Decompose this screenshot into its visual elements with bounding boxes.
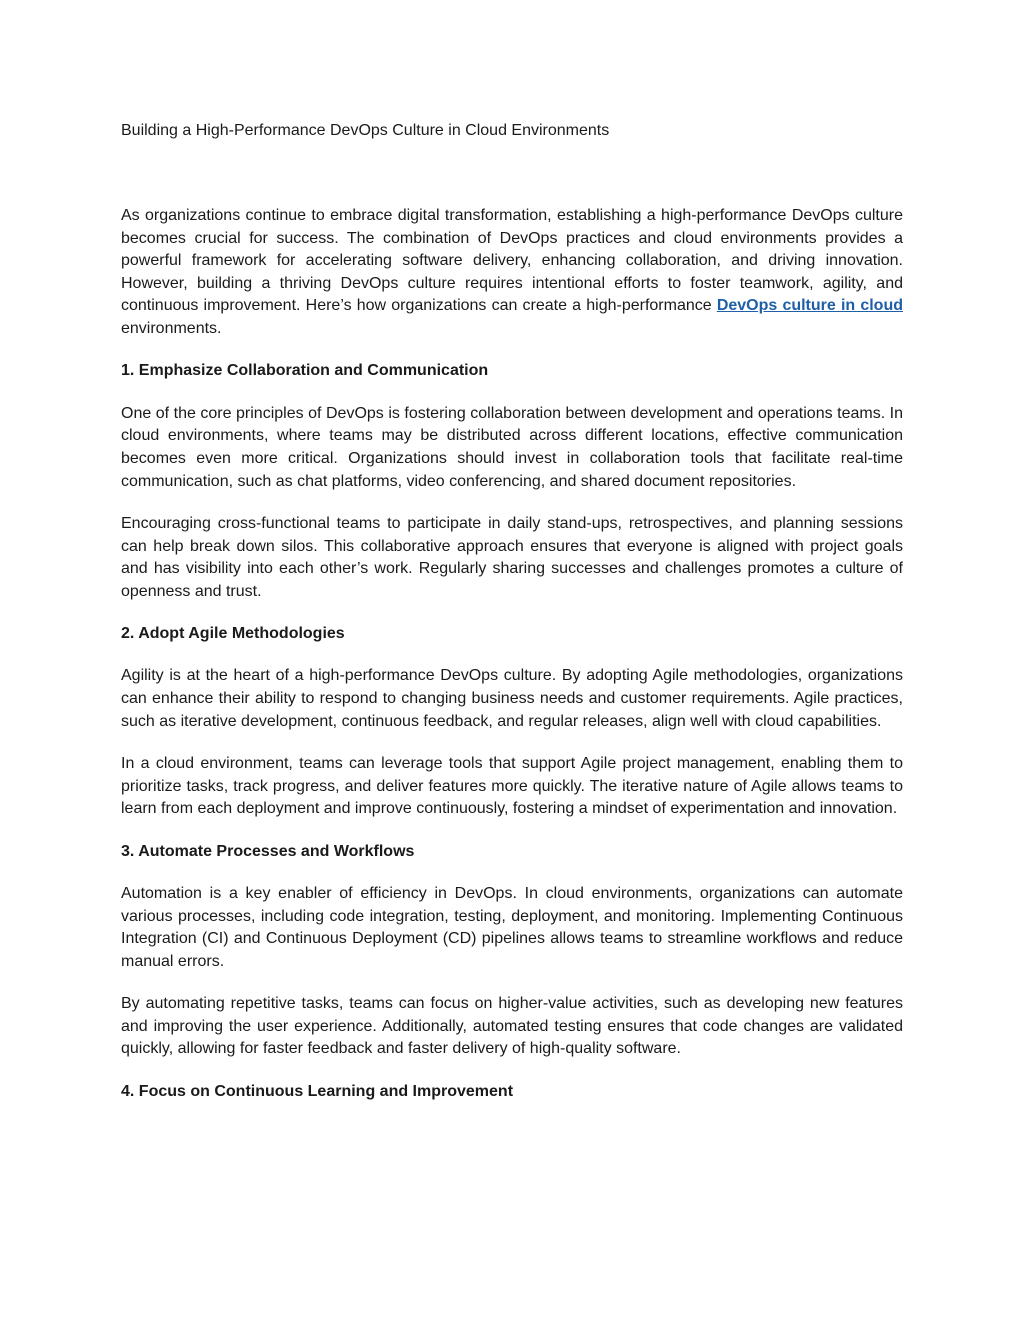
section-heading: 4. Focus on Continuous Learning and Improvement (121, 1082, 514, 1100)
document-title: Building a High-Performance DevOps Culture in Cloud Environments (121, 122, 610, 139)
section-paragraph: Automation is a key enabler of efficiency in DevOps. In cloud environments, organizations can automate various processes, including code integration, testing, deployment, and monitoring. Implementing Continuous Integration (CI) and Continuous Deployment (CD) pipelines allows teams to streamline workflows and reduce manual errors. (121, 885, 903, 970)
section-paragraph: One of the core principles of DevOps is fostering collaboration between development and operations teams. In cloud environments, where teams may be distributed across different locations, effective communication becomes even more critical. Organizations should invest in collaboration tools that facilitate real-time communication, such as chat platforms, video conferencing, and shared document repositories. (121, 404, 903, 490)
section-heading: 2. Adopt Agile Methodologies (121, 625, 345, 643)
intro-paragraph (121, 205, 903, 341)
section-heading: 1. Emphasize Collaboration and Communication (121, 362, 489, 380)
section-paragraph: In a cloud environment, teams can leverage tools that support Agile project management, enabling them to prioritize tasks, track progress, and deliver features more quickly. The iterative nature of Agile allows teams to learn from each deployment and improve continuously, fostering a mindset of experimentation and innovation. (121, 755, 903, 818)
section-heading: 3. Automate Processes and Workflows (121, 842, 415, 860)
section-paragraph: Encouraging cross-functional teams to participate in daily stand-ups, retrospectives, and planning sessions can help break down silos. This collaborative approach ensures that everyone is aligned with project goals and has visibility into each other’s work. Regularly sharing successes and challenges promotes a culture of openness and trust. (121, 514, 903, 600)
section-paragraph: By automating repetitive tasks, teams can focus on higher-value activities, such as developing new features and improving the user experience. Additionally, automated testing ensures that code changes are validated quickly, allowing for faster feedback and faster delivery of high-quality software. (121, 995, 903, 1058)
intro-text: As organizations continue to embrace digital transformation, establishing a high-performance DevOps culture becomes crucial for success. The combination of DevOps practices and cloud environments provides a powerful framework for accelerating software delivery, enhancing collaboration, and driving innovation. However, building a thriving DevOps culture requires intentional efforts to foster teamwork, agility, and continuous improvement. Here’s how organizations can create a high-performance (121, 207, 903, 315)
intro-text-end: environments. (121, 319, 222, 337)
section-paragraph: Agility is at the heart of a high-performance DevOps culture. By adopting Agile methodologies, organizations can enhance their ability to respond to changing business needs and customer requirements. Agile practices, such as iterative development, continuous feedback, and regular releases, align well with cloud capabilities. (121, 667, 903, 730)
document-page (121, 118, 903, 1123)
devops-culture-link[interactable]: DevOps culture in cloud (716, 297, 903, 315)
